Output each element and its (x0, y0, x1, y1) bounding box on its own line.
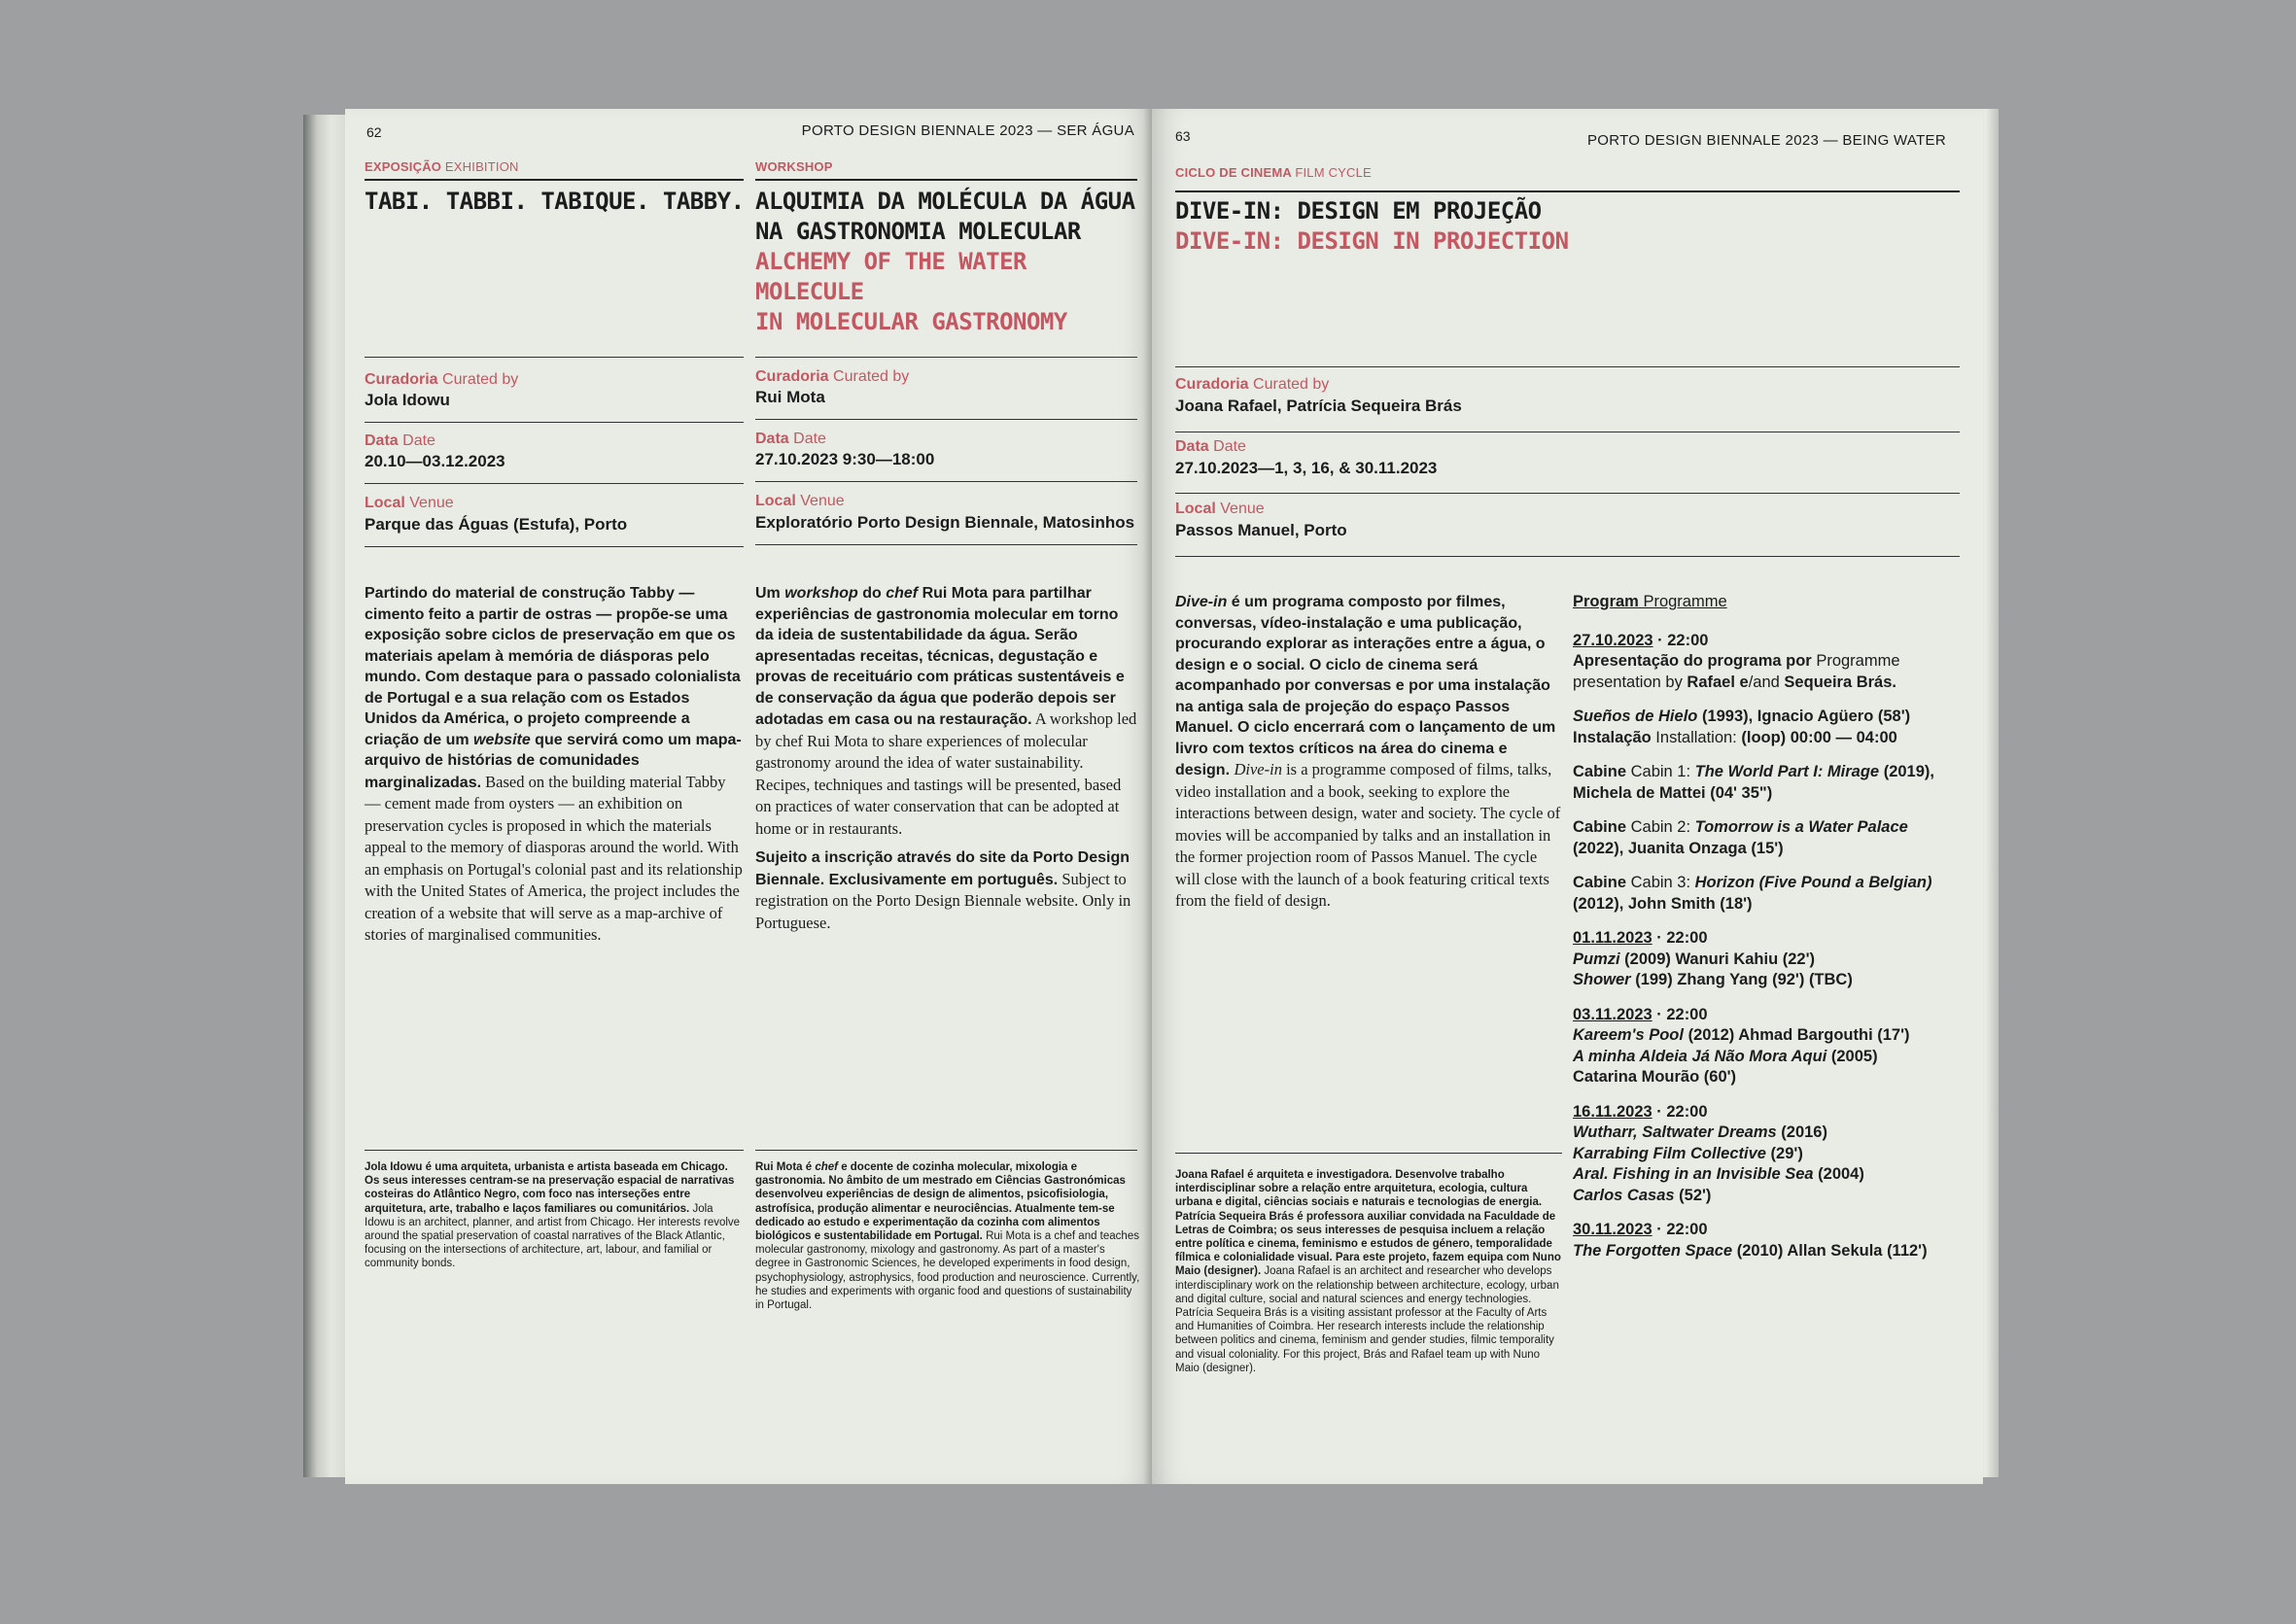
venue-label: Local Venue (1175, 501, 1265, 517)
curator-value: Rui Mota (755, 388, 825, 406)
date-value: 27.10.2023—1, 3, 16, & 30.11.2023 (1175, 459, 1438, 477)
venue-value: Parque das Águas (Estufa), Porto (365, 515, 628, 534)
divider (1175, 366, 1960, 367)
venue-value: Exploratório Porto Design Biennale, Matosinhos (755, 513, 1135, 532)
program-item: Cabine Cabin 2: Tomorrow is a Water Palace (2022), Juanita Onzaga (15') (1573, 818, 1908, 857)
film-cycle-title: DIVE-IN: DESIGN EM PROJEÇÃO DIVE-IN: DESIGN IN PROJECTION (1175, 197, 1569, 255)
venue-label: Local Venue (755, 493, 845, 509)
divider (755, 1150, 1137, 1151)
exhibition-title: TABI. TABBI. TABIQUE. TABBY. (365, 188, 745, 215)
exhibition-body: Partindo do material de construção Tabby — cimento feito a partir de ostras — propõe-se uma exposição sobre ciclos de preservação em que os materiais apelam à memória de diásporas pelo mundo. Com destaque para o passado colonialista de Portugal e a sua relação com os Estados Unidos da América, o projeto compreende a criação de um website que servirá como um mapa-arquivo de histórias de comunidades marginalizadas. Based on the building material Tabby — cement made from oysters — an exhibition on preservation cycles is proposed in which the materials appeal to the memory of diasporas around the world. With an emphasis on Portugal's colonial past and its relationship with the United States of America, the project includes the creation of a website that will serve as a map-archive of stories of marginalised communities. (365, 585, 743, 944)
program-day: 03.11.2023 · 22:00 Kareem's Pool (2012) Ahmad Bargouthi (17') A minha Aldeia Já Não Mora Aqui (2005) Catarina Mourão (60') (1573, 1005, 1910, 1086)
workshop-kicker: WORKSHOP (755, 159, 833, 174)
divider (755, 179, 1137, 181)
date-value: 20.10—03.12.2023 (365, 452, 505, 470)
divider (1175, 556, 1960, 557)
program-item: Cabine Cabin 1: The World Part I: Mirage (2019), Michela de Mattei (04' 35") (1573, 763, 1934, 802)
divider (365, 179, 744, 181)
divider (365, 546, 744, 547)
program-day: 16.11.2023 · 22:00 Wutharr, Saltwater Dreams (2016) Karrabing Film Collective (29') Aral. Fishing in an Invisible Sea (2004) Carlos Casas (52') (1573, 1102, 1864, 1204)
curator-value: Joana Rafael, Patrícia Sequeira Brás (1175, 397, 1462, 415)
curator-label: Curadoria Curated by (1175, 376, 1330, 393)
date-value: 27.10.2023 9:30—18:00 (755, 450, 935, 468)
divider (1175, 493, 1960, 494)
running-head: PORTO DESIGN BIENNALE 2023 — BEING WATER (1586, 132, 1946, 149)
program-day: 30.11.2023 · 22:00 The Forgotten Space (2010) Allan Sekula (112') (1573, 1221, 1928, 1260)
date-label: Data Date (755, 431, 826, 447)
program-list: Program Programme 27.10.2023 · 22:00 Apresentação do programa por Programme presentation by Rafael e/and Sequeira Brás. Sueños de Hielo (1993), Ignacio Agüero (58') Instalação Installation: (loop) 00:00 — 04:00 Cabine Cabin 1: The World Part I: Mirage (2019), Michela de Mattei (04' 35") Cabine Cabin 2: Tomorrow is a Water Palace (2022), Juanita Onzaga (15') Cabine Cabin 3: Horizon (Five Pound a Belgian) (2012), John Smith (18') 01.11.2023 · 22:00 Pumzi (2009) Wanuri Kahiu (22') Shower (199) Zhang Yang (92') (TBC) 03.11.2023 · 22:00 Kareem's Pool (2012) Ahmad Bargouthi (17') A minha Aldeia Já Não Mora Aqui (2005) Catarina Mourão (60') 16.11.2023 · 22:00 Wutharr, Saltwater Dreams (2016) Karrabing Film Collective (29') Aral. Fishing in an Invisible Sea (2004) Carlos Casas (52') 30.11.2023 · 22:00 The Forgotten Space (2010) Allan Sekula (112') (1573, 592, 1962, 1275)
divider (365, 357, 744, 358)
curator-value: Jola Idowu (365, 391, 450, 409)
divider (755, 357, 1137, 358)
curator-bio: Joana Rafael é arquiteta e investigadora. Desenvolve trabalho interdisciplinar sobre a relação entre arquitetura, ecologia, cultura urbana e digital, ciências sociais e naturais e tecnologias de energia. Patrícia Sequeira Brás é professora auxiliar convidada na Faculdade de Letras de Coimbra; os seus interesses de pesquisa incluem a relação entre política e cinema, feminismo e estudos de género, temporalidade fílmica e colonialidade visual. Para este projeto, fazem equipa com Nuno Maio (designer). Joana Rafael is an architect and researcher who develops interdisciplinary work on the relationship between architecture, ecology, urban and digital culture, social and natural sciences and energy technologies. Patrícia Sequeira Brás is a visiting assistant professor at the Faculty of Arts and Humanities of Coimbra. Her research interests include the relationship between politics and cinema, feminism and gender studies, filmic temporality and visual coloniality. For this project, Brás and Rafael team up with Nuno Maio (designer). (1175, 1169, 1561, 1374)
date-label: Data Date (1175, 438, 1246, 455)
film-cycle-body: Dive-in é um programa composto por filmes, conversas, vídeo-instalação e uma publicação, procurando explorar as interações entre a água, o design e o social. O ciclo de cinema será acompanhado por conversas e por uma instalação na antiga sala de projeção do espaço Passos Manuel. O ciclo encerrará com o lançamento de um livro com textos críticos na área do cinema e design. Dive-in is a programme composed of films, talks, video installation and a book, seeking to explore the interactions between design, water and society. The cycle of movies will be accompanied by talks and an installation in the former projection room of Passos Manuel. The cycle will close with the launch of a book featuring critical texts from the field of design. (1175, 594, 1561, 910)
right-page (1152, 109, 1983, 1484)
divider (755, 481, 1137, 482)
date-label: Data Date (365, 432, 435, 449)
venue-label: Local Venue (365, 495, 454, 511)
curator-label: Curadoria Curated by (755, 368, 910, 385)
page-number: 62 (366, 124, 382, 140)
venue-value: Passos Manuel, Porto (1175, 521, 1347, 539)
program-day: 27.10.2023 · 22:00 Apresentação do programa por Programme presentation by Rafael e/and Sequeira Brás. (1573, 631, 1900, 691)
exhibition-kicker: EXPOSIÇÃO EXHIBITION (365, 159, 519, 174)
workshop-body: Um workshop do chef Rui Mota para partilhar experiências de gastronomia molecular em torno da ideia de sustentabilidade da água. Serão apresentadas receitas, técnicas, degustação e provas de receituário com práticas sustentáveis e de conservação da água que poderão depois ser adotadas em casa ou na restauração. A workshop led by chef Rui Mota to share experiences of molecular gastronomy around the idea of water sustainability. Recipes, techniques and tastings will be presented, based on practices of water conservation that can be adopted at home or in restaurants. (755, 585, 1137, 838)
divider (365, 1150, 744, 1151)
divider (755, 419, 1137, 420)
workshop-note: Sujeito a inscrição através do site da Porto Design Biennale. Exclusivamente em português. Subject to registration on the Porto Design Biennale website. Only in Portuguese. (755, 849, 1131, 932)
curator-label: Curadoria Curated by (365, 371, 519, 388)
divider (755, 544, 1137, 545)
page-number: 63 (1175, 128, 1191, 144)
left-page-edge (303, 115, 350, 1477)
divider (365, 483, 744, 484)
program-day: 01.11.2023 · 22:00 Pumzi (2009) Wanuri Kahiu (22') Shower (199) Zhang Yang (92') (TBC) (1573, 929, 1853, 988)
divider (1175, 1153, 1562, 1154)
program-item: Cabine Cabin 3: Horizon (Five Pound a Belgian) (2012), John Smith (18') (1573, 874, 1932, 913)
curator-bio: Jola Idowu é uma arquiteta, urbanista e artista baseada em Chicago. Os seus interesses centram-se na preservação espacial de narrativas costeiras do Atlântico Negro, com foco nas interseções entre arquitetura, arte, trabalho e laços familiares ou comunitários. Jola Idowu is an architect, planner, and artist from Chicago. Her interests revolve around the spatial preservation of coastal narratives of the Black Atlantic, focusing on the intersections of architecture, art, labour, and familial or community bonds. (365, 1161, 741, 1270)
film-cycle-kicker: CICLO DE CINEMA FILM CYCLE (1175, 165, 1372, 180)
divider (365, 422, 744, 423)
running-head: PORTO DESIGN BIENNALE 2023 — SER ÁGUA (801, 122, 1134, 139)
program-heading: Program (1573, 593, 1639, 610)
left-page (345, 109, 1152, 1484)
program-item: Sueños de Hielo (1993), Ignacio Agüero (58') Instalação Installation: (loop) 00:00 — 04:00 (1573, 708, 1911, 746)
curator-bio: Rui Mota é chef e docente de cozinha molecular, mixologia e gastronomia. No âmbito de um mestrado em Ciências Gastronómicas desenvolveu experiências de design de alimentos, psicofisiologia, astrofísica, produção alimentar e neurociências. Atualmente tem-se dedicado ao estudo e experimentação da cozinha com alimentos biológicos e sustentabilidade em Portugal. Rui Mota is a chef and teaches molecular gastronomy, mixology and gastronomy. As part of a master's degree in Gastronomic Sciences, he developed experiments in food design, psychophysiology, astrophysics, food production and neuroscience. Currently, he studies and experiments with organic food and questions of sustainability in Portugal. (755, 1161, 1140, 1312)
divider (1175, 190, 1960, 192)
workshop-title: ALQUIMIA DA MOLÉCULA DA ÁGUA NA GASTRONOMIA MOLECULAR ALCHEMY OF THE WATER MOLECULE IN MOLECULAR GASTRONOMY (755, 188, 1135, 335)
